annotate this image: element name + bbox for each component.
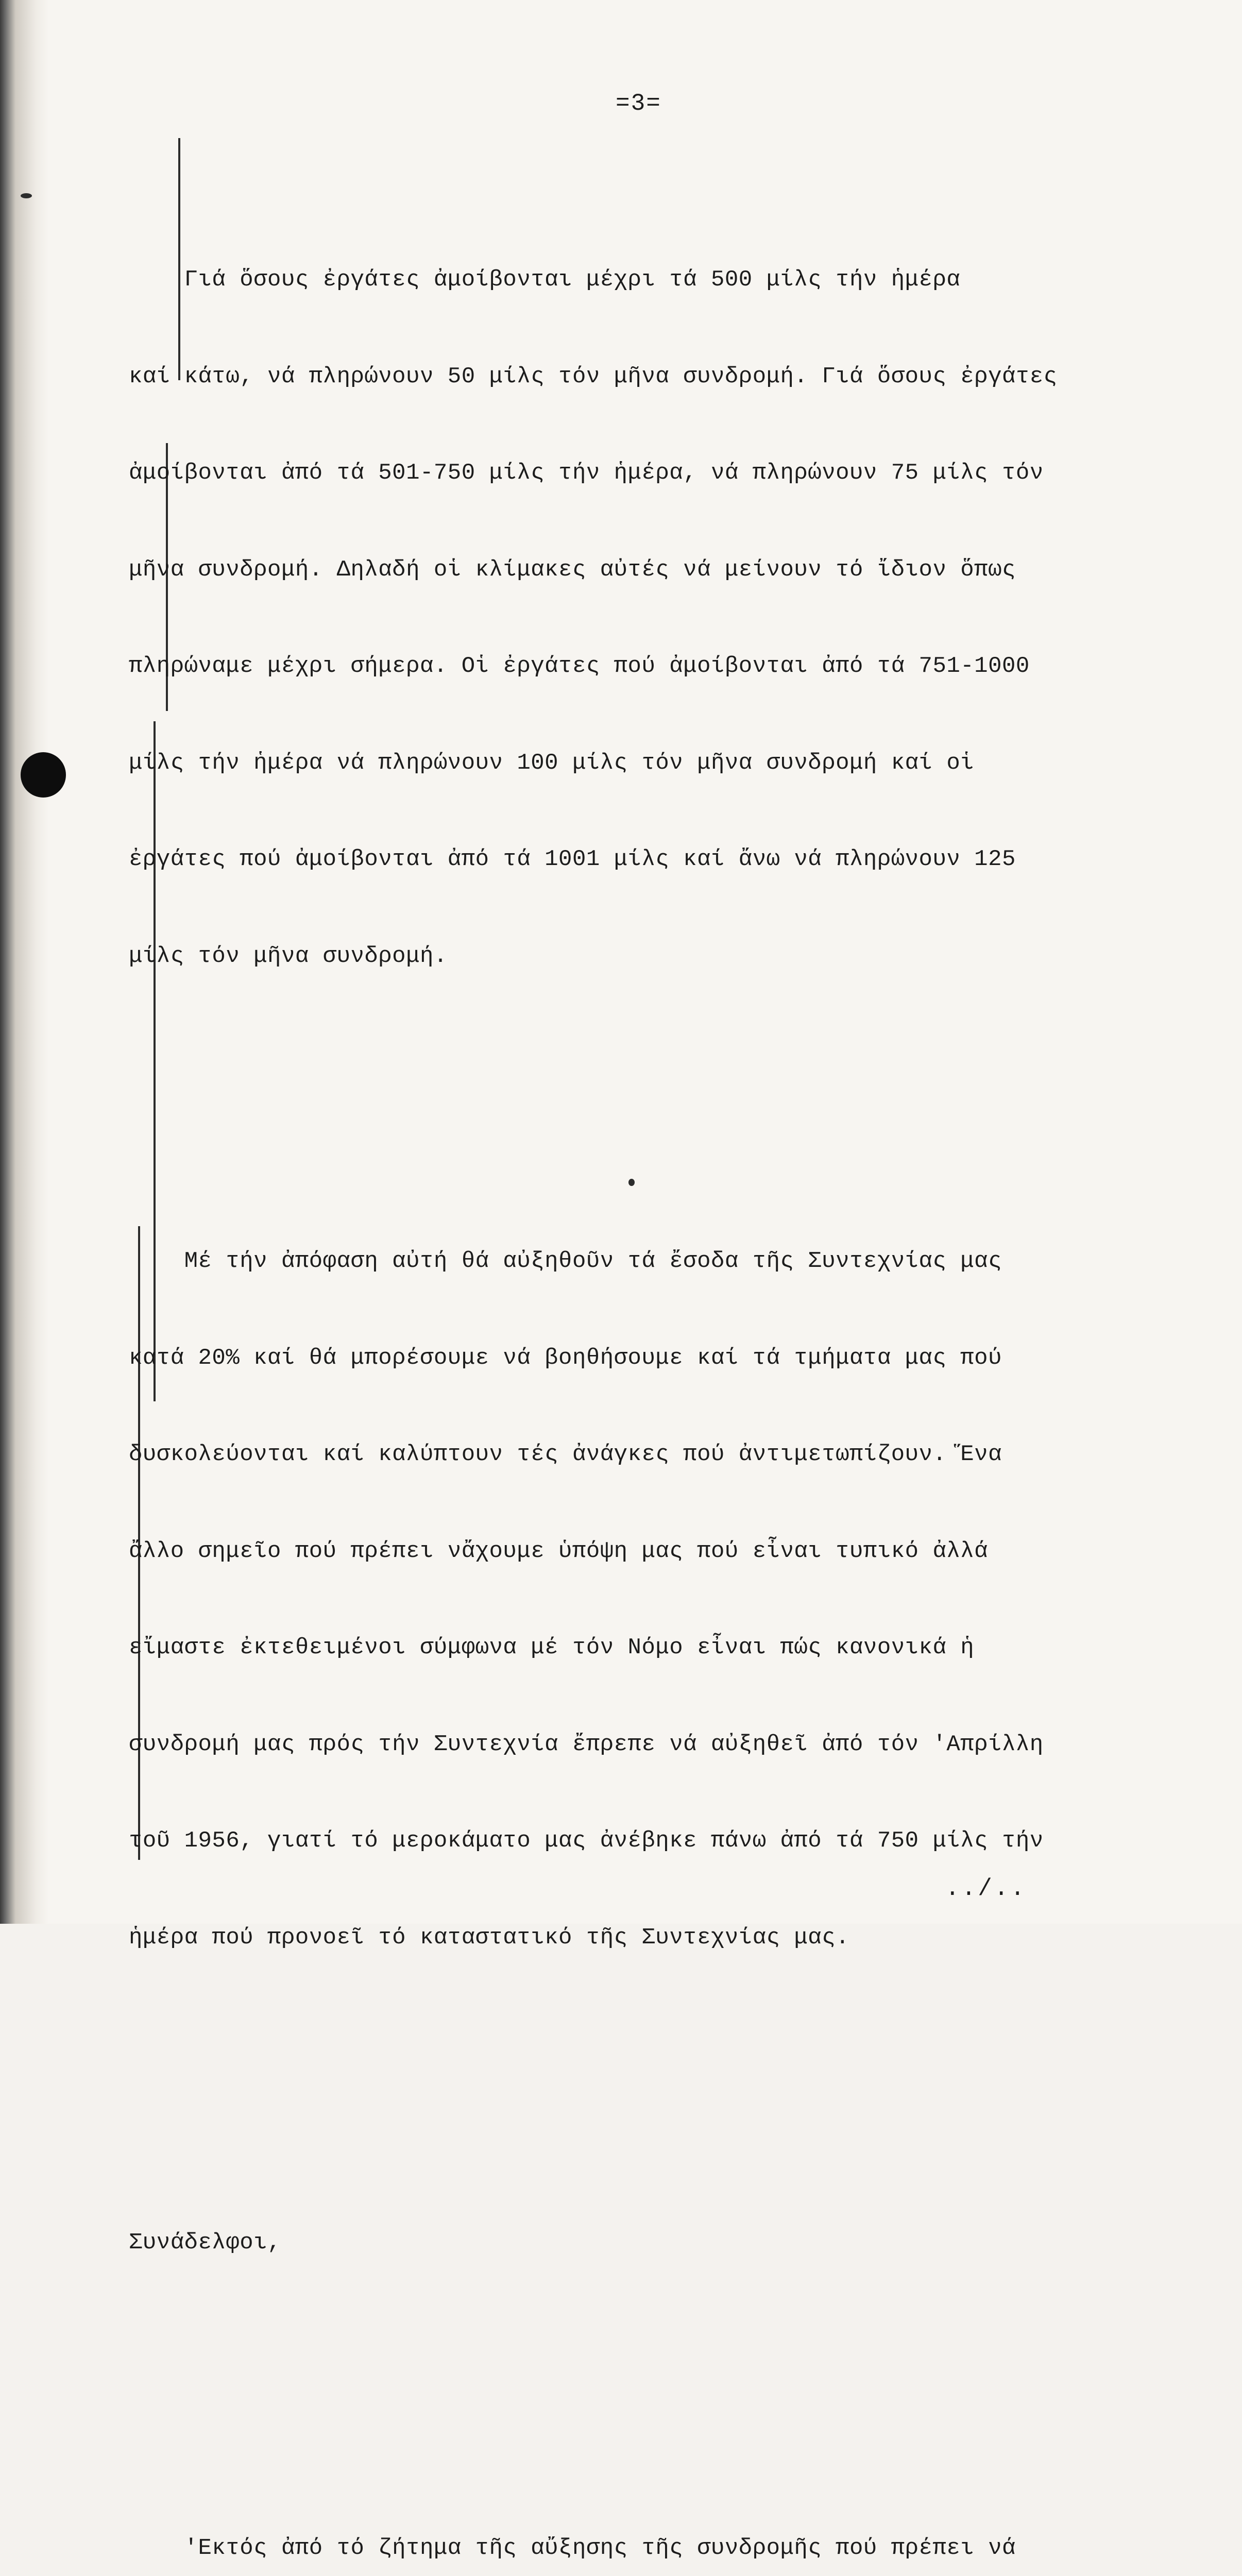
text-line: συνδρομή μας πρός τήν Συντεχνία ἔπρεπε νά αὐξηθεῖ ἀπό τόν 'Απρίλλη (129, 1728, 1211, 1761)
text-line: τοῦ 1956, γιατί τό μεροκάματο μας ἀνέβηκε πάνω ἀπό τά 750 μίλς τήν (129, 1825, 1211, 1857)
text-line: εἴμαστε ἐκτεθειμένοι σύμφωνα μέ τόν Νόμο εἶναι πώς κανονικά ἡ (129, 1632, 1211, 1664)
text-line: κατά 20% καί θά μπορέσουμε νά βοηθήσουμε καί τά τμήματα μας πού (129, 1342, 1211, 1375)
text-line: Γιά ὅσους ἐργάτες ἀμοίβονται μέχρι τά 500 μίλς τήν ἡμέρα (129, 264, 1211, 296)
text-line: ἐργάτες πού ἀμοίβονται ἀπό τά 1001 μίλς καί ἄνω νά πληρώνουν 125 (129, 843, 1211, 876)
punch-hole (21, 752, 66, 798)
text-line: μίλς τήν ἡμέρα νά πληρώνουν 100 μίλς τόν μῆνα συνδρομή καί οἱ (129, 747, 1211, 779)
text-line: Μέ τήν ἀπόφαση αὐτή θά αὐξηθοῦν τά ἔσοδα τῆς Συντεχνίας μας (129, 1245, 1211, 1278)
text-line: δυσκολεύονται καί καλύπτουν τές ἀνάγκες πού ἀντιμετωπίζουν. Ἕνα (129, 1438, 1211, 1471)
page-number: =3= (616, 90, 661, 117)
paragraph (129, 1181, 1211, 2018)
text-line: ἄλλο σημεῖο πού πρέπει νἄχουμε ὑπόψη μας πού εἶναι τυπικό ἀλλά (129, 1535, 1211, 1568)
text-line: ἀμοίβονται ἀπό τά 501-750 μίλς τήν ἡμέρα, νά πληρώνουν 75 μίλς τόν (129, 457, 1211, 489)
text-line: 'Εκτός ἀπό τό ζήτημα τῆς αὔξησης τῆς συνδρομῆς πού πρέπει νά (129, 2532, 1211, 2565)
continuation-mark: ../.. (945, 1875, 1027, 1902)
ink-mark (21, 193, 32, 198)
text-line: μίλς τόν μῆνα συνδρομή. (129, 940, 1211, 973)
document-body (129, 135, 1211, 2576)
paragraph (129, 199, 1211, 1037)
text-line: ἡμέρα πού προνοεῖ τό καταστατικό τῆς Συντεχνίας μας. (129, 1922, 1211, 1954)
scanned-page-edge (0, 0, 49, 1924)
paragraph (129, 2468, 1211, 2576)
text-line: μῆνα συνδρομή. Δηλαδή οἱ κλίμακες αὐτές νά μείνουν τό ἴδιον ὅπως (129, 554, 1211, 586)
text-line: Συνάδελφοι, (129, 2227, 1211, 2259)
salutation (129, 2162, 1211, 2324)
text-line: καί κάτω, νά πληρώνουν 50 μίλς τόν μῆνα συνδρομή. Γιά ὅσους ἐργάτες (129, 361, 1211, 393)
text-line: πληρώναμε μέχρι σήμερα. Οἱ ἐργάτες πού ἀμοίβονται ἀπό τά 751-1000 (129, 650, 1211, 683)
